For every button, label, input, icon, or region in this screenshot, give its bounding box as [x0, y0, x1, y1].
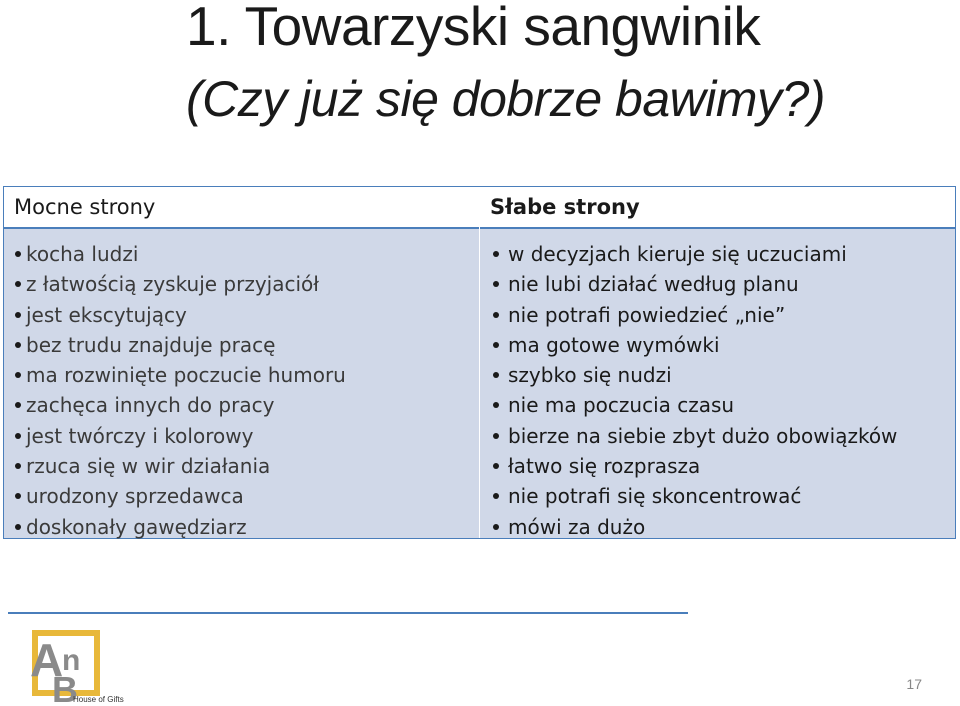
logo-caption: House of Gifts	[73, 695, 124, 704]
list-item: nie ma poczucia czasu	[480, 390, 955, 420]
strengths-column	[4, 187, 480, 538]
list-item: szybko się nudzi	[480, 360, 955, 390]
list-item: doskonały gawędziarz	[4, 512, 479, 542]
list-item: nie potrafi powiedzieć „nie”	[480, 300, 955, 330]
weaknesses-header: Słabe strony	[490, 195, 640, 219]
slide-title: 1. Towarzyski sangwinik	[186, 0, 761, 57]
comparison-table	[3, 186, 956, 539]
strengths-header-cell	[4, 187, 479, 229]
list-item: nie potrafi się skoncentrować	[480, 481, 955, 511]
weaknesses-column	[480, 187, 955, 538]
list-item: ma rozwinięte poczucie humoru	[4, 360, 479, 390]
list-item: kocha ludzi	[4, 239, 479, 269]
list-item: bierze na siebie zbyt dużo obowiązków	[480, 421, 955, 451]
page-number: 17	[906, 676, 922, 692]
list-item: łatwo się rozprasza	[480, 451, 955, 481]
slide-subtitle: (Czy już się dobrze bawimy?)	[186, 71, 825, 127]
list-item: urodzony sprzedawca	[4, 481, 479, 511]
strengths-list	[4, 239, 479, 542]
list-item: nie lubi działać według planu	[480, 269, 955, 299]
strengths-header: Mocne strony	[14, 195, 156, 219]
list-item: z łatwością zyskuje przyjaciół	[4, 269, 479, 299]
list-item: zachęca innych do pracy	[4, 390, 479, 420]
footer-divider	[8, 612, 688, 614]
logo-letter-a: A	[30, 634, 64, 686]
list-item: w decyzjach kieruje się uczuciami	[480, 239, 955, 269]
weaknesses-list	[480, 239, 955, 542]
list-item: jest ekscytujący	[4, 300, 479, 330]
logo-letter-b: B	[52, 669, 78, 706]
weaknesses-header-cell	[480, 187, 955, 229]
list-item: ma gotowe wymówki	[480, 330, 955, 360]
company-logo	[24, 626, 124, 706]
logo-letter-n: n	[62, 644, 81, 677]
list-item: mówi za dużo	[480, 512, 955, 542]
list-item: rzuca się w wir działania	[4, 451, 479, 481]
list-item: jest twórczy i kolorowy	[4, 421, 479, 451]
list-item: bez trudu znajduje pracę	[4, 330, 479, 360]
